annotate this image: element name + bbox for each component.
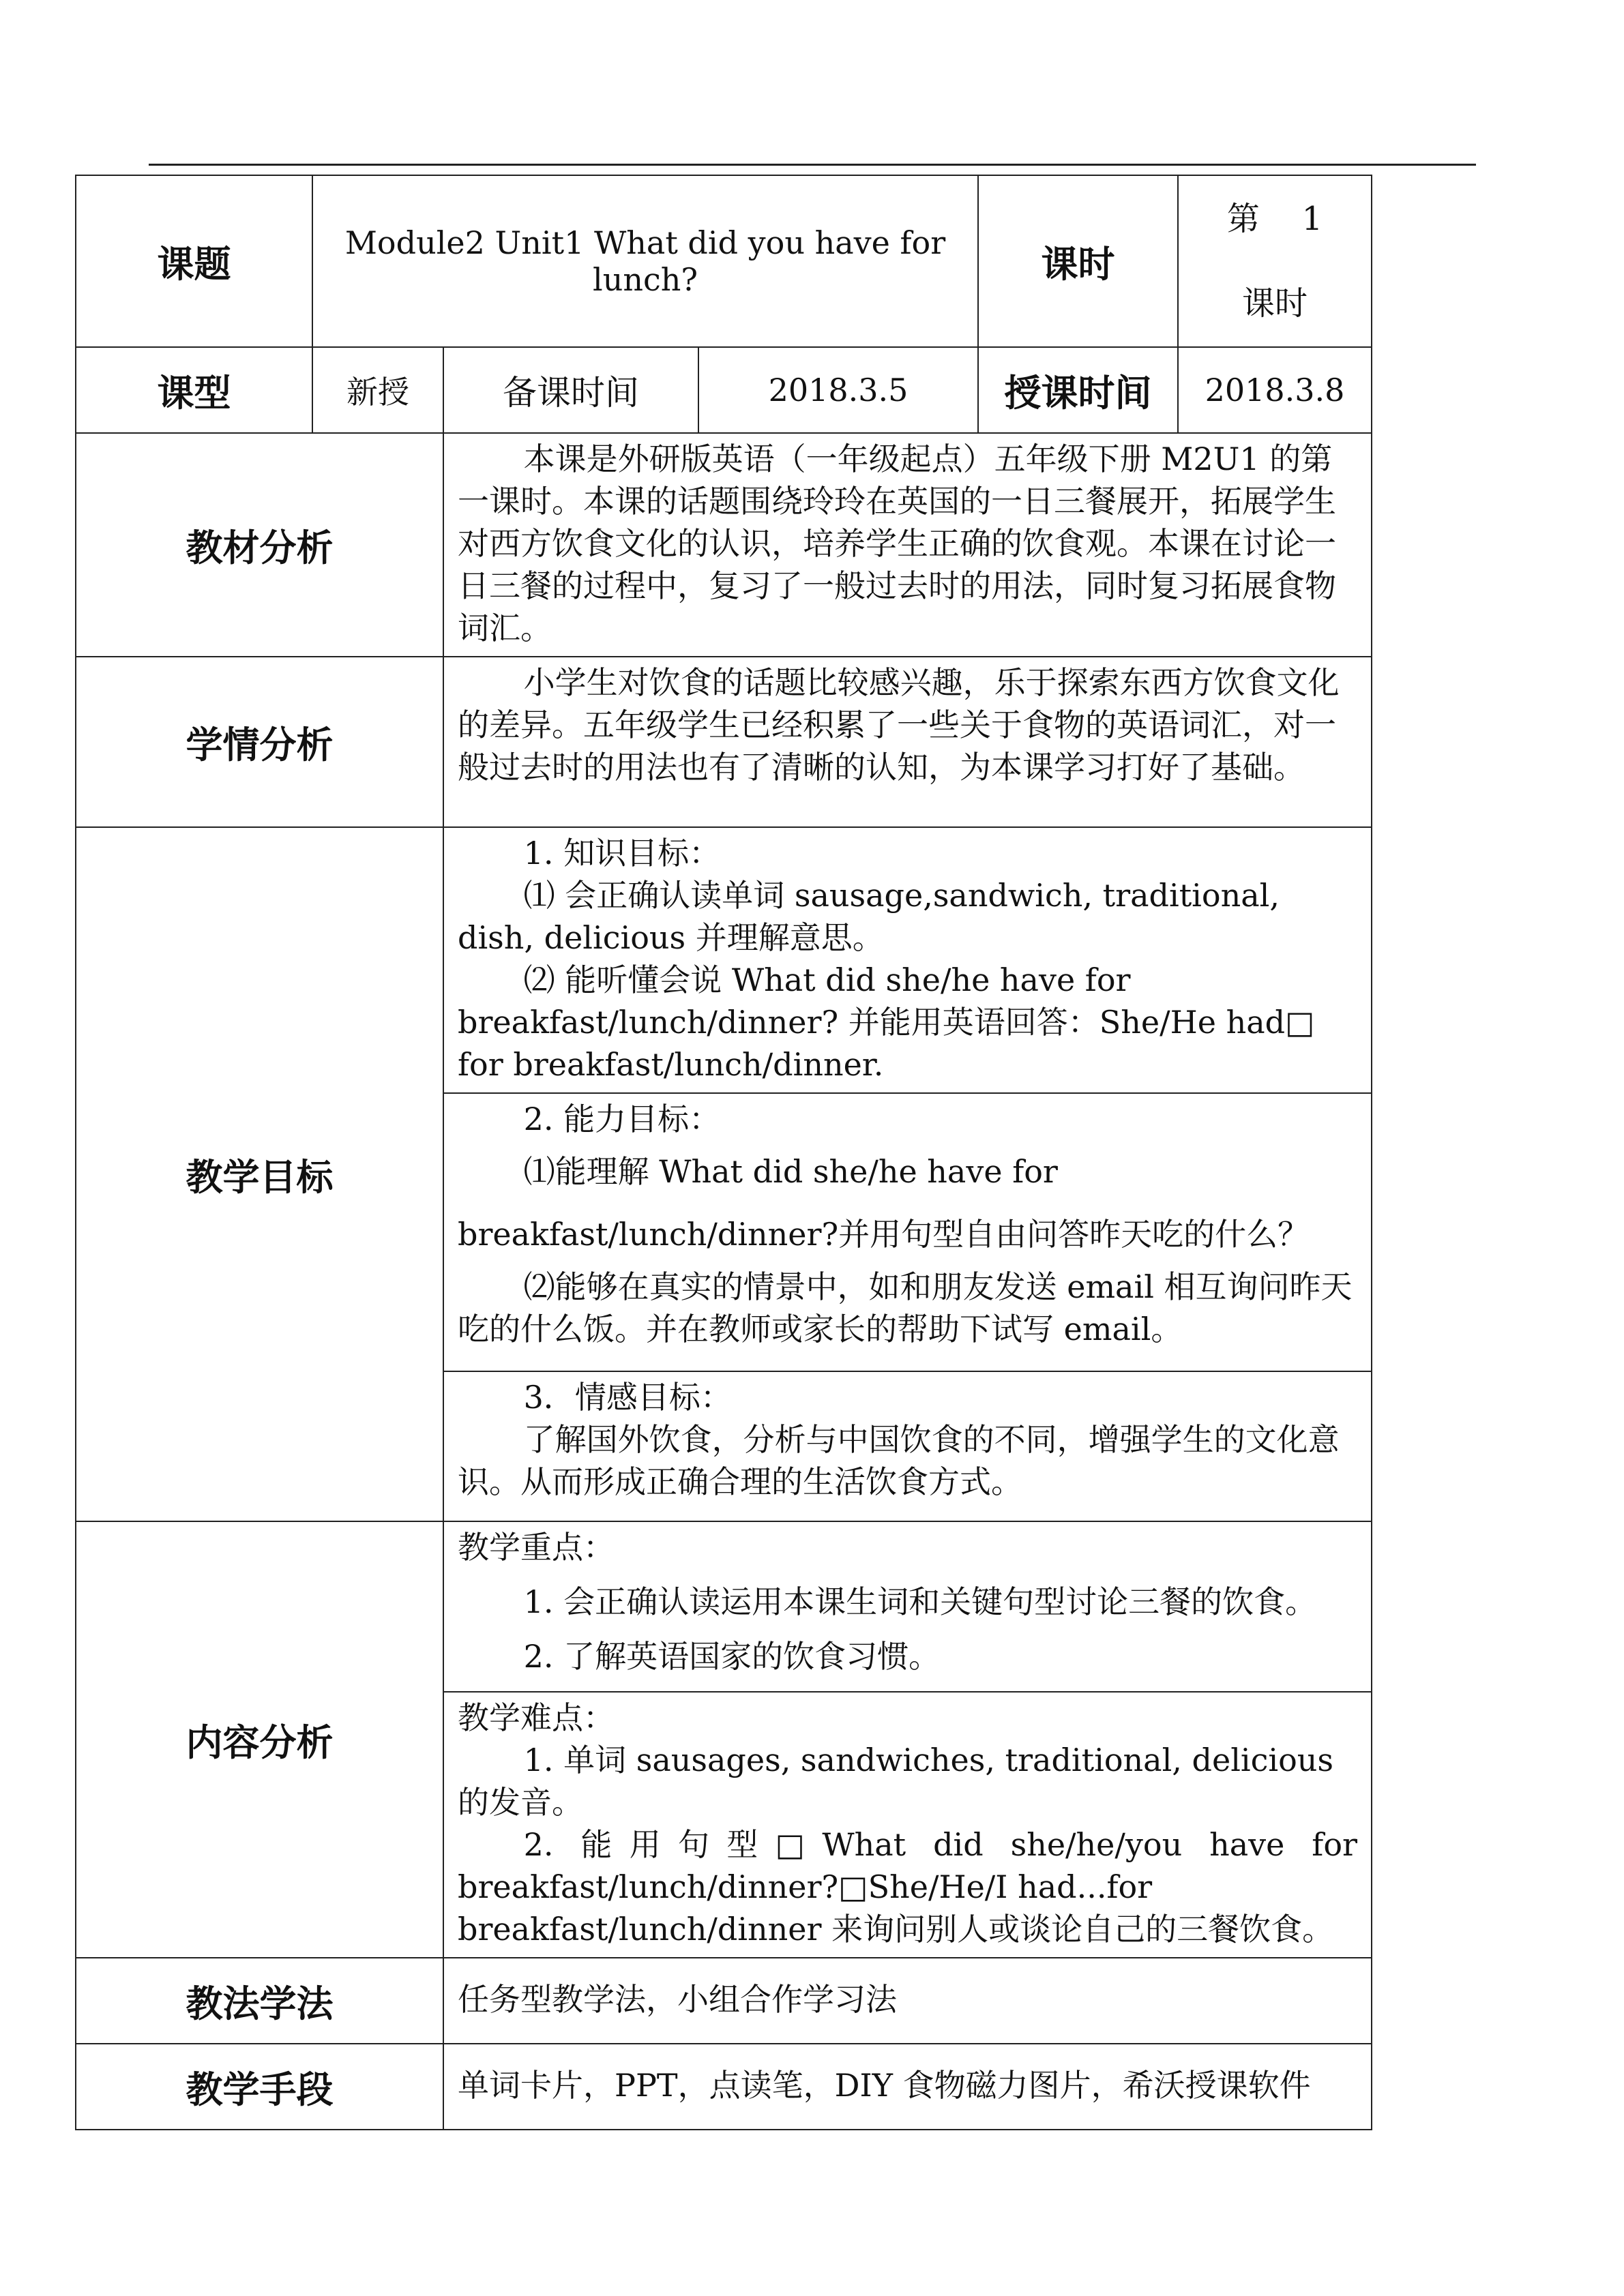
key-points-cell bbox=[443, 1521, 1372, 1692]
content-key-row bbox=[76, 1521, 1372, 1692]
difficulty-title: 教学难点： bbox=[458, 1699, 615, 1736]
key-points-title: 教学重点： bbox=[458, 1529, 615, 1566]
knowledge-item-1: ⑴ 会正确认读单词 sausage,sandwich, traditional, dish, delicious 并理解意思。 bbox=[458, 877, 1280, 956]
knowledge-item-2: ⑵ 能听懂会说 What did she/he have for breakfast/lunch/dinner? 并能用英语回答：She/He had□ for breakfast/lunch/dinner. bbox=[458, 961, 1315, 1083]
difficulty-2-line-1: 2. 能用句型□What did she/he/you have for bbox=[523, 1826, 1358, 1863]
period-value bbox=[1178, 175, 1372, 347]
methods-label: 教法学法 bbox=[76, 1958, 443, 2044]
key-point-1: 1. 会正确认读运用本课生词和关键句型讨论三餐的饮食。 bbox=[523, 1583, 1317, 1620]
students-text-cell bbox=[443, 657, 1372, 827]
ability-item-2: ⑵能够在真实的情景中，如和朋友发送 email 相互询问昨天吃的什么饭。并在教师或家长的帮助下试写 email。 bbox=[458, 1268, 1353, 1347]
prep-date-label: 备课时间 bbox=[443, 347, 698, 433]
difficulty-1: 1. 单词 sausages, sandwiches, traditional, delicious 的发音。 bbox=[458, 1742, 1334, 1821]
key-point-2: 2. 了解英语国家的饮食习惯。 bbox=[523, 1638, 941, 1675]
tools-row bbox=[76, 2044, 1372, 2130]
emotion-title: 3．情感目标： bbox=[523, 1379, 732, 1416]
material-text-cell bbox=[443, 433, 1372, 657]
difficulty-2-rest: breakfast/lunch/dinner?□She/He/I had...for breakfast/lunch/dinner 来询问别人或谈论自己的三餐饮食。 bbox=[458, 1868, 1334, 1948]
tools-label: 教学手段 bbox=[76, 2044, 443, 2130]
material-row bbox=[76, 433, 1372, 657]
header-rule bbox=[149, 164, 1476, 166]
ability-title: 2. 能力目标： bbox=[523, 1101, 721, 1137]
topic-label: 课题 bbox=[76, 175, 312, 347]
tools-text: 单词卡片，PPT，点读笔，DIY 食物磁力图片，希沃授课软件 bbox=[458, 2067, 1311, 2104]
knowledge-cell bbox=[443, 827, 1372, 1093]
objectives-label: 教学目标 bbox=[76, 827, 443, 1521]
students-label: 学情分析 bbox=[76, 657, 443, 827]
material-label: 教材分析 bbox=[76, 433, 443, 657]
ability-cell bbox=[443, 1093, 1372, 1371]
teach-date-label: 授课时间 bbox=[978, 347, 1178, 433]
period-number: 1 bbox=[1301, 200, 1323, 238]
knowledge-title: 1. 知识目标： bbox=[523, 835, 721, 871]
emotion-text: 了解国外饮食，分析与中国饮食的不同，增强学生的文化意识。从而形成正确合理的生活饮食方式。 bbox=[458, 1421, 1340, 1500]
methods-text-cell bbox=[443, 1958, 1372, 2044]
topic-value: Module2 Unit1 What did you have for lunch? bbox=[312, 175, 978, 347]
content-analysis-label: 内容分析 bbox=[76, 1521, 443, 1958]
lesson-plan-table bbox=[75, 175, 1372, 2130]
methods-row bbox=[76, 1958, 1372, 2044]
students-row bbox=[76, 657, 1372, 827]
period-label: 课时 bbox=[978, 175, 1178, 347]
topic-row bbox=[76, 175, 1372, 347]
prep-date-value: 2018.3.5 bbox=[698, 347, 978, 433]
students-text: 小学生对饮食的话题比较感兴趣，乐于探索东西方饮食文化的差异。五年级学生已经积累了一些关于食物的英语词汇，对一般过去时的用法也有了清晰的认知，为本课学习打好了基础。 bbox=[458, 664, 1340, 786]
type-label: 课型 bbox=[76, 347, 312, 433]
teach-date-value: 2018.3.8 bbox=[1178, 347, 1372, 433]
tools-text-cell bbox=[443, 2044, 1372, 2130]
period-prefix: 第 bbox=[1226, 200, 1260, 238]
objective-knowledge-row bbox=[76, 827, 1372, 1093]
methods-text: 任务型教学法，小组合作学习法 bbox=[458, 1981, 897, 2018]
type-value: 新授 bbox=[312, 347, 443, 433]
difficulty-cell bbox=[443, 1692, 1372, 1958]
emotion-cell bbox=[443, 1371, 1372, 1521]
material-text: 本课是外研版英语（一年级起点）五年级下册 M2U1 的第一课时。本课的话题围绕玲玲在英国的一日三餐展开，拓展学生对西方饮食文化的认识，培养学生正确的饮食观。本课在讨论一日三餐的过程中，复习了一般过去时的用法，同时复习拓展食物词汇。 bbox=[458, 441, 1336, 646]
ability-item-1: ⑴能理解 What did she/he have for breakfast/lunch/dinner?并用句型自由问答昨天吃的什么？ bbox=[458, 1153, 1310, 1253]
period-suffix: 课时 bbox=[1242, 284, 1308, 323]
type-row bbox=[76, 347, 1372, 433]
